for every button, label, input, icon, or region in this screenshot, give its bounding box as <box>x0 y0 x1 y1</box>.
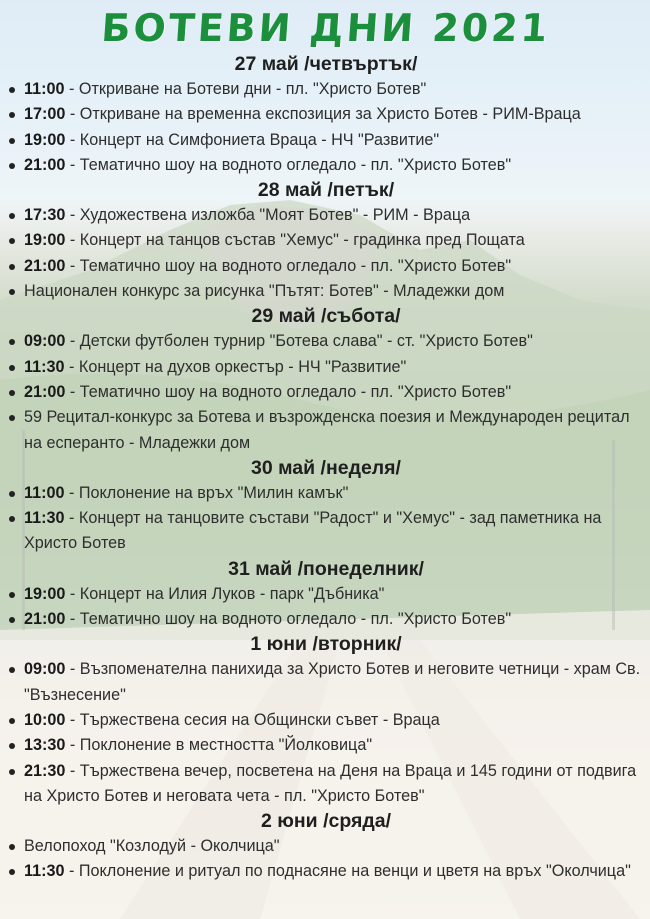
event-time: 17:00 <box>24 105 66 124</box>
event-description: - Откриване на временна експозиция за Христо Ботев - РИМ-Враца <box>65 105 581 124</box>
event-description: - Концерт на духов оркестър - НЧ "Развитие" <box>64 357 407 376</box>
event-description: - Тематично шоу на водното огледало - пл. "Христо Ботев" <box>65 155 512 174</box>
event-list <box>8 77 644 178</box>
event-item <box>8 733 644 758</box>
event-item <box>8 834 644 859</box>
event-item <box>8 254 644 279</box>
event-item <box>8 859 644 884</box>
event-description: - Тематично шоу на водното огледало - пл. "Христо Ботев" <box>65 256 512 275</box>
event-item <box>8 279 644 304</box>
event-time: 21:30 <box>24 761 66 780</box>
event-item <box>8 582 644 607</box>
event-time: 09:00 <box>24 660 66 679</box>
event-description: - Тържествена вечер, посветена на Деня на Враца и 145 години от подвига на Христо Ботев и неговата чета - пл. "Христо Ботев" <box>24 761 637 805</box>
event-time: 11:00 <box>24 483 65 502</box>
event-item <box>8 607 644 632</box>
page-title: БОТЕВИ ДНИ 2021 <box>100 6 552 50</box>
event-time: 10:00 <box>24 710 66 729</box>
event-list <box>8 203 644 304</box>
event-time: 11:00 <box>24 80 65 98</box>
day-heading: 2 юни /сряда/ <box>260 810 392 833</box>
day-heading: 28 май /петък/ <box>257 179 395 202</box>
event-item <box>8 329 644 354</box>
event-description: - Поклонение на връх "Милин камък" <box>64 483 349 502</box>
event-description: - Детски футболен турнир "Ботева слава" - ст. "Христо Ботев" <box>65 332 533 351</box>
day-heading: 1 юни /вторник/ <box>250 633 402 656</box>
event-description: - Тържествена сесия на Общински съвет - Враца <box>65 710 440 729</box>
day-heading: 31 май /понеделник/ <box>228 557 424 580</box>
event-description: - Поклонение и ритуал по поднасяне на венци и цветя на връх "Околчица" <box>64 862 631 881</box>
event-time: 21:00 <box>24 256 66 275</box>
event-list <box>8 834 644 885</box>
days-list <box>8 52 644 885</box>
event-description: - Художествена изложба "Моят Ботев" - РИМ - Враца <box>65 206 471 225</box>
event-time: 13:30 <box>24 736 66 755</box>
event-item <box>8 380 644 405</box>
event-item <box>8 203 644 228</box>
event-list <box>8 481 644 557</box>
event-time: 21:00 <box>24 155 66 174</box>
event-time: 09:00 <box>24 332 66 351</box>
event-description: - Тематично шоу на водното огледало - пл. "Христо Ботев" <box>65 382 512 401</box>
event-time: 11:30 <box>24 862 65 881</box>
event-description: - Поклонение в местността "Йолковица" <box>65 736 373 755</box>
event-item <box>8 128 644 153</box>
event-item <box>8 506 644 557</box>
event-item <box>8 481 644 506</box>
event-item <box>8 759 644 810</box>
event-item <box>8 355 644 380</box>
event-time: 11:30 <box>24 357 65 376</box>
event-description: - Концерт на Симфониета Враца - НЧ "Развитие" <box>65 130 440 149</box>
event-description: - Концерт на Илия Луков - парк "Дъбника" <box>65 584 385 603</box>
event-item <box>8 77 644 102</box>
event-description: - Възпоменателна панихида за Христо Ботев и неговите четници - храм Св. "Възнесение" <box>24 660 641 704</box>
event-description: - Концерт на танцовите състави "Радост" и "Хемус" - зад паметника на Христо Ботев <box>24 509 602 553</box>
event-description: - Тематично шоу на водното огледало - пл. "Христо Ботев" <box>65 610 512 629</box>
event-list <box>8 329 644 455</box>
day-heading: 30 май /неделя/ <box>251 456 401 479</box>
event-time: 11:30 <box>24 509 65 528</box>
event-list <box>8 582 644 633</box>
event-list <box>8 657 644 809</box>
event-description: - Концерт на танцов състав "Хемус" - градинка пред Пощата <box>65 231 525 250</box>
event-item <box>8 153 644 178</box>
event-description: 59 Рецитал-конкурс за Ботева и възрожденска поезия и Международен рецитал на есперанто - Младежки дом <box>24 408 630 452</box>
event-item <box>8 102 644 127</box>
event-time: 17:30 <box>24 206 66 225</box>
event-item <box>8 708 644 733</box>
event-time: 19:00 <box>24 130 66 149</box>
event-time: 19:00 <box>24 231 66 250</box>
day-heading: 29 май /събота/ <box>251 305 401 328</box>
event-item <box>8 228 644 253</box>
day-heading: 27 май /четвъртък/ <box>234 53 418 75</box>
event-time: 19:00 <box>24 584 66 603</box>
event-description: Национален конкурс за рисунка "Пътят: Ботев" - Младежки дом <box>24 282 505 301</box>
event-time: 21:00 <box>24 382 66 401</box>
event-item <box>8 657 644 708</box>
event-description: Велопоход "Козлодуй - Околчица" <box>24 837 280 856</box>
event-item <box>8 405 644 456</box>
event-description: - Откриване на Ботеви дни - пл. "Христо Ботев" <box>64 80 427 98</box>
event-time: 21:00 <box>24 610 66 629</box>
